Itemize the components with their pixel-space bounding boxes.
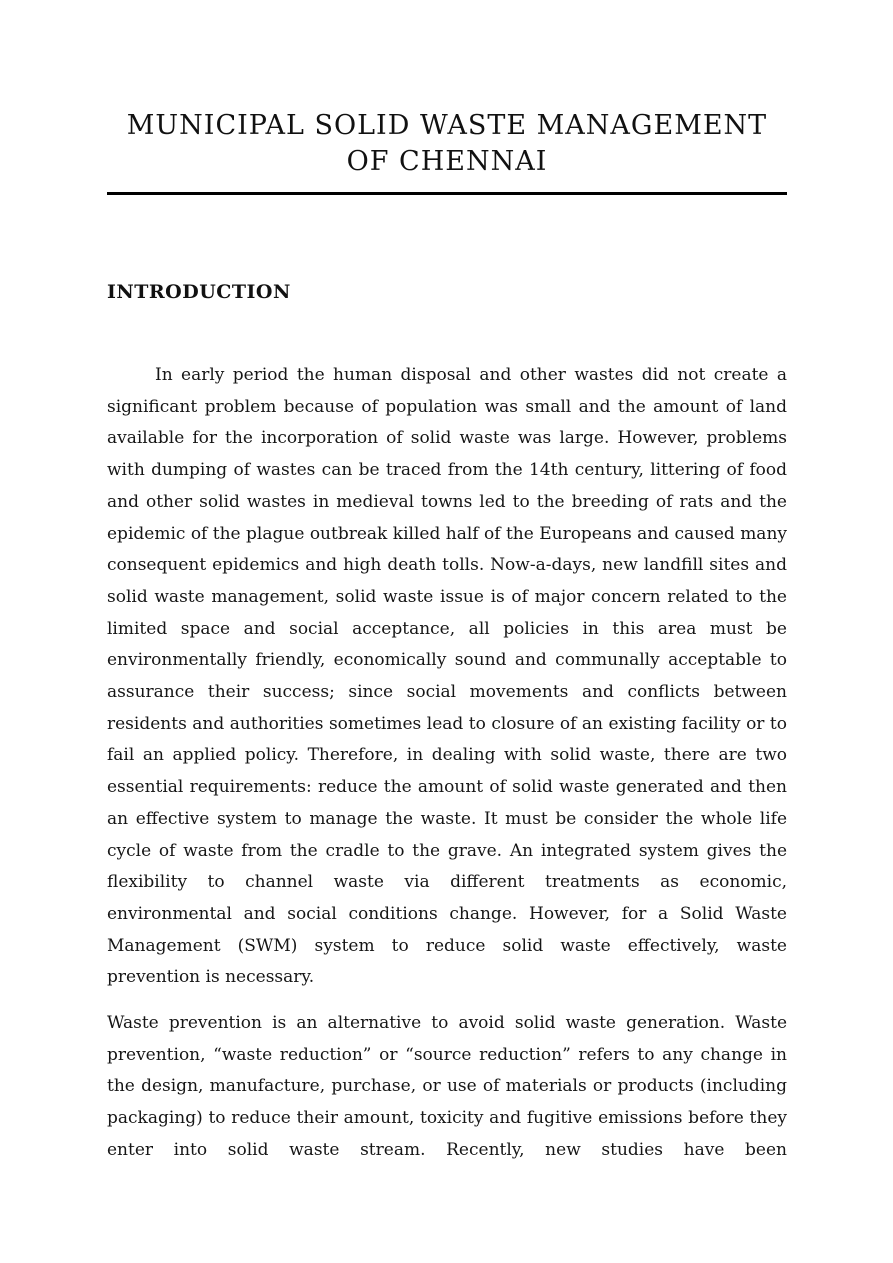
document-title xyxy=(107,108,787,180)
paragraph-2: Waste prevention is an alternative to avoid solid waste generation. Waste prevention, “waste reduction” or “source reduction” refers to any change in the design, manufacture, purchase, or use of materials or products (including packaging) to reduce their amount, toxicity and fugitive emissions before they enter into solid waste stream. Recently, new studies have been xyxy=(107,1013,787,1160)
section-heading-introduction: INTRODUCTION xyxy=(107,281,291,303)
document-title-line-1: MUNICIPAL SOLID WASTE MANAGEMENT xyxy=(126,110,768,141)
document-title-line-2: OF CHENNAI xyxy=(346,146,548,177)
paragraph-1: In early period the human disposal and other wastes did not create a significant problem because of population was small and the amount of land available for the incorporation of solid waste was large. However, problems with dumping of wastes can be traced from the 14th century, littering of food and other solid wastes in medieval towns led to the breeding of rats and the epidemic of the plague outbreak killed half of the Europeans and caused many consequent epidemics and high death tolls. Now-a-days, new landfill sites and solid waste management, solid waste issue is of major concern related to the limited space and social acceptance, all policies in this area must be environmentally friendly, economically sound and communally acceptable to assurance their success; since social movements and conflicts between residents and authorities sometimes lead to closure of an existing facility or to fail an applied policy. Therefore, in dealing with solid waste, there are two essential requirements: reduce the amount of solid waste generated and then an effective system to manage the waste. It must be consider the whole life cycle of waste from the cradle to the grave. An integrated system gives the flexibility to channel waste via different treatments as economic, environmental and social conditions change. However, for a Solid Waste Management (SWM) system to reduce solid waste effectively, waste prevention is necessary. xyxy=(107,365,787,988)
title-rule-divider xyxy=(107,192,787,195)
page-content xyxy=(107,0,787,1167)
